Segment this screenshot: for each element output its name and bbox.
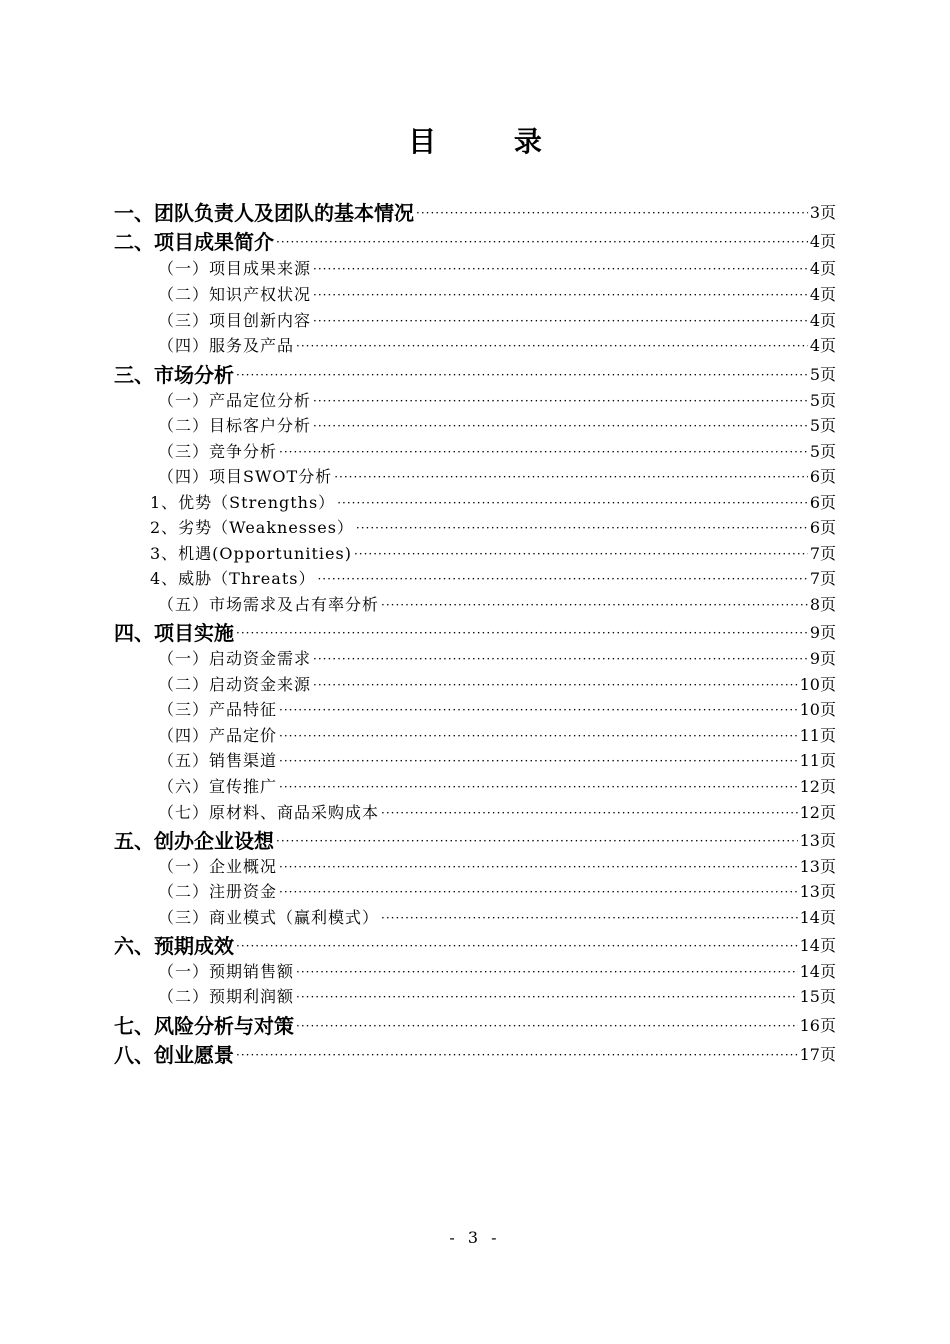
toc-entry[interactable] [114,1042,836,1068]
toc-entry[interactable] [114,905,836,931]
toc-entry-title: （四）服务及产品 [158,336,295,355]
toc-entry-page: 10页 [799,700,836,719]
toc-entry-title: （二）目标客户分析 [158,416,312,435]
toc-entry-page: 11页 [799,726,836,745]
toc-entry[interactable] [114,748,836,774]
toc-entry-title: 一、团队负责人及团队的基本情况 [114,201,414,225]
toc-entry[interactable] [114,879,836,905]
toc-dot-leader [236,933,798,959]
toc-entry[interactable] [114,774,836,800]
toc-entry-page: 5页 [809,416,836,435]
toc-entry-page: 6页 [809,467,836,486]
toc-entry[interactable] [114,672,836,698]
toc-dot-leader [354,541,808,567]
toc-entry[interactable] [114,439,836,465]
toc-entry-page: 9页 [809,623,836,642]
toc-dot-leader [236,1042,798,1068]
toc-entry-title: （三）项目创新内容 [158,311,312,330]
toc-entry-page: 7页 [809,569,836,588]
toc-entry-title: 3、机遇(Opportunities) [150,544,352,563]
toc-dot-leader [279,723,798,749]
toc-entry[interactable] [114,388,836,414]
toc-entry-page: 12页 [799,803,836,822]
toc-entry-page: 4页 [809,259,836,278]
toc-entry-page: 15页 [799,987,836,1006]
toc-entry-title: （二）注册资金 [158,882,278,901]
toc-entry-title: 七、风险分析与对策 [114,1014,294,1038]
toc-entry-title: （三）商业模式（赢利模式） [158,908,380,927]
toc-entry-title: （七）原材料、商品采购成本 [158,803,380,822]
toc-entry-page: 12页 [799,777,836,796]
toc-entry-page: 5页 [809,365,836,384]
toc-entry-title: 八、创业愿景 [114,1043,234,1067]
toc-entry-title: 二、项目成果简介 [114,230,274,254]
toc-dot-leader [279,439,808,465]
toc-entry-page: 4页 [809,232,836,251]
toc-entry-page: 11页 [799,751,836,770]
toc-entry[interactable] [114,828,836,854]
toc-entry[interactable] [114,646,836,672]
toc-entry[interactable] [114,256,836,282]
toc-entry-title: 三、市场分析 [114,363,234,387]
toc-entry-title: （一）项目成果来源 [158,259,312,278]
toc-entry-title: （一）企业概况 [158,857,278,876]
toc-dot-leader [356,515,808,541]
toc-entry-title: （三）竞争分析 [158,442,278,461]
toc-entry[interactable] [114,464,836,490]
toc-entry[interactable] [114,723,836,749]
toc-dot-leader [416,200,808,226]
toc-entry-page: 14页 [799,908,836,927]
toc-dot-leader [296,1013,798,1039]
toc-dot-leader [236,620,808,646]
toc-entry-title: （五）市场需求及占有率分析 [158,595,380,614]
toc-entry[interactable] [114,933,836,959]
toc-dot-leader [313,672,798,698]
toc-entry-title: 五、创办企业设想 [114,829,274,853]
toc-dot-leader [296,959,798,985]
toc-entry[interactable] [114,362,836,388]
toc-entry-title: （三）产品特征 [158,700,278,719]
toc-entry-title: 四、项目实施 [114,621,234,645]
toc-entry-page: 13页 [799,882,836,901]
toc-entry-title: （二）知识产权状况 [158,285,312,304]
toc-entry[interactable] [114,620,836,646]
toc-entry[interactable] [114,490,836,516]
toc-dot-leader [279,774,798,800]
toc-dot-leader [313,413,808,439]
toc-dot-leader [279,748,798,774]
toc-entry-page: 3页 [809,203,836,222]
toc-entry-title: 1、优势（Strengths） [150,493,336,512]
toc-entry[interactable] [114,592,836,618]
toc-dot-leader [313,646,808,672]
toc-entry-page: 7页 [809,544,836,563]
toc-entry-page: 10页 [799,675,836,694]
toc-dot-leader [313,282,808,308]
toc-entry[interactable] [114,984,836,1010]
toc-dot-leader [334,464,808,490]
toc-dot-leader [337,490,808,516]
toc-entry[interactable] [114,282,836,308]
toc-entry-page: 13页 [799,857,836,876]
toc-entry-title: （一）启动资金需求 [158,649,312,668]
toc-dot-leader [313,388,808,414]
toc-dot-leader [279,854,798,880]
toc-entry[interactable] [114,515,836,541]
toc-entry-page: 9页 [809,649,836,668]
toc-entry[interactable] [114,1013,836,1039]
toc-dot-leader [313,256,808,282]
toc-entry-title: （一）预期销售额 [158,962,295,981]
toc-dot-leader [296,984,798,1010]
toc-dot-leader [279,697,798,723]
toc-dot-leader [381,800,798,826]
toc-entry[interactable] [114,541,836,567]
toc-entry-page: 4页 [809,285,836,304]
toc-entry-page: 5页 [809,391,836,410]
toc-entry-title: （四）项目SWOT分析 [158,467,333,486]
toc-entry-page: 14页 [799,962,836,981]
toc-entry-title: 4、威胁（Threats） [150,569,316,588]
toc-entry[interactable] [114,308,836,334]
toc-entry[interactable] [114,566,836,592]
toc-entry-page: 14页 [799,936,836,955]
toc-dot-leader [276,828,798,854]
toc-dot-leader [236,362,808,388]
toc-dot-leader [317,566,807,592]
toc-entry-title: （四）产品定价 [158,726,278,745]
toc-entry-title: 六、预期成效 [114,934,234,958]
toc-entry[interactable] [114,200,836,226]
toc-entry[interactable] [114,413,836,439]
toc-dot-leader [381,905,798,931]
toc-entry-page: 5页 [809,442,836,461]
toc-entry-page: 16页 [799,1016,836,1035]
toc-entry[interactable] [114,854,836,880]
toc-entry-page: 8页 [809,595,836,614]
toc-entry-page: 6页 [809,518,836,537]
toc-entry-page: 13页 [799,831,836,850]
toc-entry-page: 4页 [809,336,836,355]
toc-entry-title: （二）启动资金来源 [158,675,312,694]
toc-entry[interactable] [114,959,836,985]
toc-entry-page: 4页 [809,311,836,330]
toc-entry-title: 2、劣势（Weaknesses） [150,518,354,537]
toc-entry-title: （一）产品定位分析 [158,391,312,410]
toc-dot-leader [381,592,808,618]
toc-entry-page: 17页 [799,1045,836,1064]
toc-dot-leader [296,333,808,359]
toc-entry[interactable] [114,800,836,826]
page-title: 目 录 [408,125,576,158]
toc-entry-page: 6页 [809,493,836,512]
toc-entry[interactable] [114,229,836,255]
page-number: - 3 - [449,1228,501,1247]
toc-entry-title: （五）销售渠道 [158,751,278,770]
toc-entry[interactable] [114,697,836,723]
toc-dot-leader [276,229,808,255]
toc-dot-leader [313,308,808,334]
toc-entry-title: （六）宣传推广 [158,777,278,796]
toc-entry-title: （二）预期利润额 [158,987,295,1006]
toc-entry[interactable] [114,333,836,359]
toc-dot-leader [279,879,798,905]
